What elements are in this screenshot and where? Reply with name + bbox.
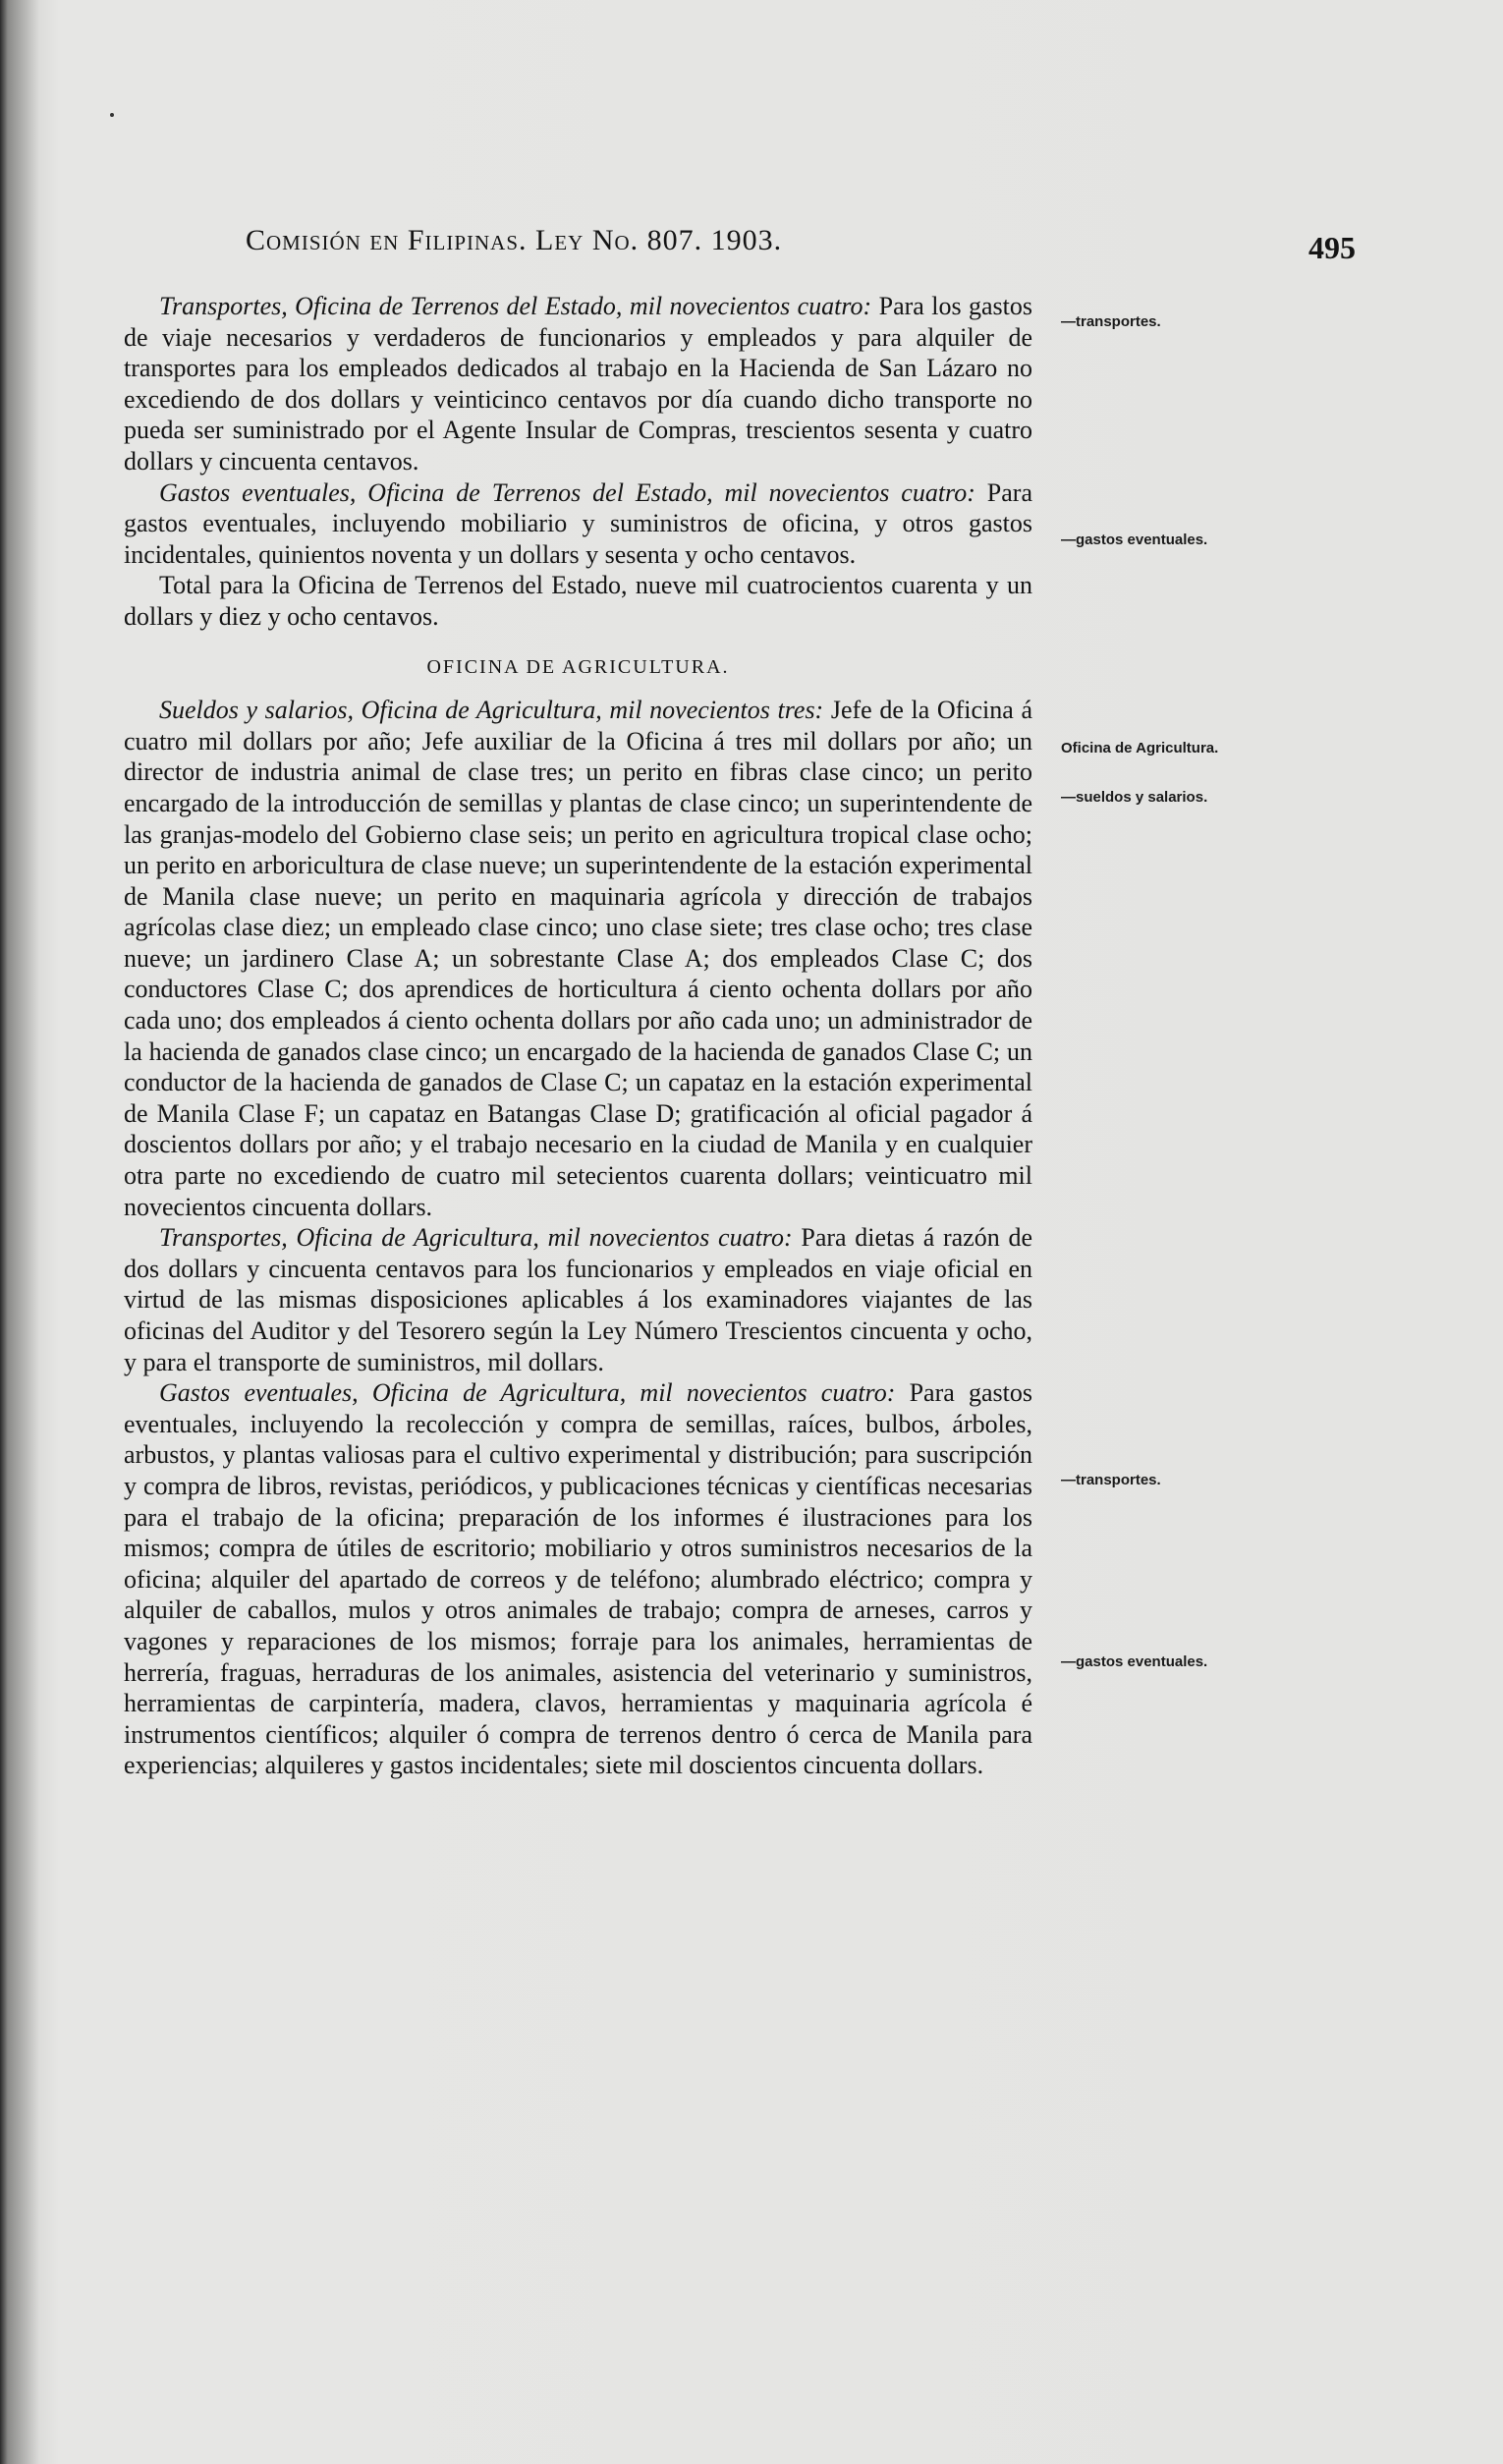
- paragraph-lead: Transportes, Oficina de Agricultura, mil novecientos cuatro:: [159, 1223, 793, 1253]
- paragraph-gastos-terrenos: [124, 477, 1032, 571]
- paragraph-text: Para gastos eventuales, incluyendo mobiliario y suministros de oficina, y otros gastos incidentales, quinientos noventa y un dollars y sesenta y ocho centavos.: [124, 477, 1032, 569]
- paragraph-text: Para los gastos de viaje necesarios y verdaderos de funcionarios y empleados y para alquiler de transportes para los empleados dedicados al trabajo en la Hacienda de San Lázaro no excediendo de dos dollars y veinticinco centavos por día cuando dicho transporte no pueda ser suministrado por el Agente Insular de Compras, trescientos sesenta y cuatro dollars y cincuenta centavos.: [124, 292, 1033, 476]
- running-title: Comisión en Filipinas. Ley No. 807. 1903.: [246, 224, 783, 256]
- paragraph-gastos-agricultura: [124, 1377, 1032, 1781]
- margin-note-gastos-eventuales: —gastos eventuales.: [1061, 1653, 1208, 1670]
- margin-note-transportes: —transportes.: [1061, 1472, 1161, 1488]
- page-body: [124, 291, 1032, 1781]
- paragraph-text: Jefe de la Oficina á cuatro mil dollars por año; Jefe auxiliar de la Oficina á tres mil dollars por año; un director de industria animal de clase tres; un perito en fibras clase cinco; un perito encargado de la introducción de semillas y plantas de clase cinco; un superintendente de las granjas-modelo del Gobierno clase seis; un perito en agricultura tropical clase ocho; un perito en arboricultura de clase nueve; un superintendente de la estación experimental de Manila clase nueve; un perito en maquinaria agrícola y dirección de trabajos agrícolas clase diez; un empleado clase cinco; uno clase siete; tres clase ocho; tres clase nueve; un jardinero Clase A; un sobrestante Clase A; dos empleados Clase C; dos conductores Clase C; dos aprendices de horticultura á ciento ochenta dollars por año cada uno; dos empleados á ciento ochenta dollars por año cada uno; un administrador de la hacienda de ganados clase cinco; un encargado de la hacienda de ganados Clase C; un conductor de la hacienda de ganados de Clase C; un capataz en la estación experimental de Manila Clase F; un capataz en Batangas Clase D; gratificación al oficial pagador á doscientos dollars por año; y el trabajo necesario en la ciudad de Manila y en cualquier otra parte no excediendo de cuatro mil setecientos cuarenta dollars; veinticuatro mil novecientos cincuenta dollars.: [124, 696, 1032, 1221]
- paragraph-transportes-terrenos: [124, 291, 1032, 477]
- paragraph-total-terrenos: [124, 570, 1032, 632]
- dust-speck: [110, 113, 114, 117]
- paragraph-text: Para gastos eventuales, incluyendo la recolección y compra de semillas, raíces, bulbos, árboles, arbustos, y plantas valiosas para el cultivo experimental y distribución; para suscripción y compra de libros, revistas, periódicos, y publicaciones técnicas y científicas necesarias para el trabajo de la oficina; preparación de los informes é ilustraciones para los mismos; compra de útiles de escritorio; mobiliario y otros suministros necesarios de la oficina; alquiler del apartado de correos y de teléfono; alumbrado eléctrico; compra y alquiler de caballos, mulos y otros animales de trabajo; compra de arneses, carros y vagones y reparaciones de los mismos; forraje para los animales, herramientas de herrería, fraguas, herraduras de los animales, asistencia del veterinario y suministros, herramientas de carpintería, madera, clavos, herramientas y maquinaria agrícola é instrumentos científicos; alquiler ó compra de terrenos dentro ó cerca de Manila para experiencias; alquileres y gastos incidentales; siete mil doscientos cincuenta dollars.: [124, 1378, 1033, 1780]
- running-header: [246, 224, 1356, 273]
- margin-note-gastos-eventuales: —gastos eventuales.: [1061, 532, 1208, 548]
- paragraph-sueldos-agricultura: [124, 695, 1032, 1222]
- paragraph-transportes-agricultura: [124, 1222, 1032, 1377]
- paragraph-text: Total para la Oficina de Terrenos del Estado, nueve mil cuatrocientos cuarenta y un dollars y diez y ocho centavos.: [124, 571, 1032, 631]
- paragraph-lead: Gastos eventuales, Oficina de Terrenos del Estado, mil novecientos cuatro:: [159, 477, 975, 507]
- margin-note-transportes: —transportes.: [1061, 313, 1161, 330]
- page-number: 495: [1308, 230, 1356, 265]
- margin-note-sueldos: —sueldos y salarios.: [1061, 789, 1208, 806]
- paragraph-lead: Transportes, Oficina de Terrenos del Estado, mil novecientos cuatro:: [159, 292, 872, 320]
- paragraph-lead: Sueldos y salarios, Oficina de Agricultura, mil novecientos tres:: [159, 696, 824, 725]
- paragraph-text: Para dietas á razón de dos dollars y cincuenta centavos para los funcionarios y empleados en viaje oficial en virtud de las mismas disposiciones aplicables á los examinadores viajantes de las oficinas del Auditor y del Tesorero según la Ley Número Trescientos cincuenta y ocho, y para el transporte de suministros, mil dollars.: [124, 1223, 1032, 1376]
- paragraph-lead: Gastos eventuales, Oficina de Agricultura, mil novecientos cuatro:: [159, 1378, 896, 1408]
- section-heading: OFICINA DE AGRICULTURA.: [426, 655, 730, 678]
- margin-note-oficina-agricultura: Oficina de Agricultura.: [1061, 740, 1219, 756]
